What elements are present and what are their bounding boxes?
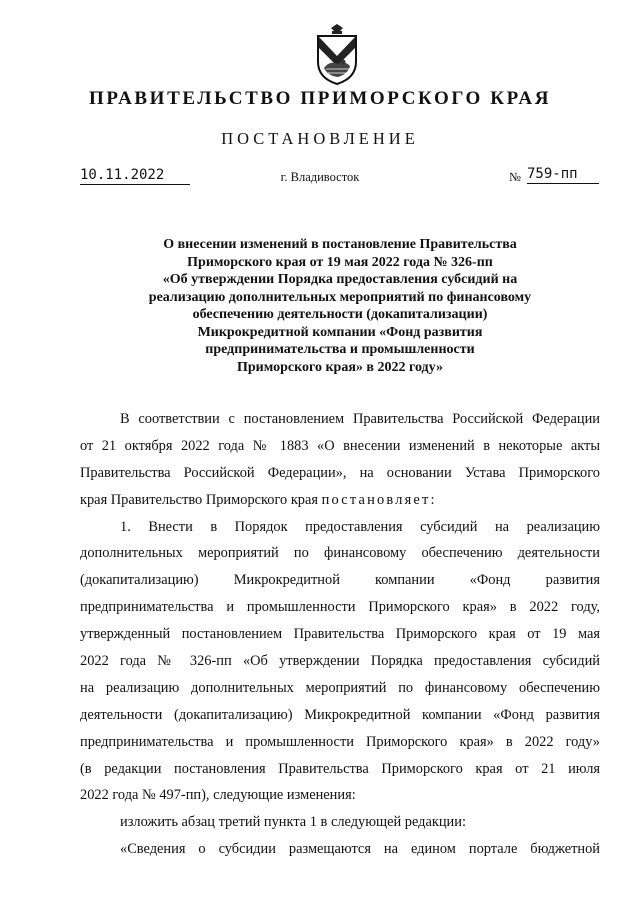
body-line: утвержденный постановлением Правительства Приморского края от 19 мая bbox=[80, 626, 600, 643]
body-text: : bbox=[430, 491, 435, 508]
title-line: Микрокредитной компании «Фонд развития bbox=[197, 324, 483, 340]
body-line: дополнительных мероприятий по финансовому обеспечению деятельности bbox=[80, 545, 600, 562]
coat-of-arms-icon bbox=[312, 22, 362, 86]
body-line: 2022 года № 326-пп «Об утверждении Порядка предоставления субсидий bbox=[80, 653, 600, 670]
body-line: предпринимательства и промышленности Приморского края» в 2022 году, bbox=[80, 599, 600, 616]
body-line: от 21 октября 2022 года № 1883 «О внесении изменений в некоторые акты bbox=[80, 437, 600, 454]
resolves-word: постановляет bbox=[321, 491, 431, 508]
paragraph-amendment-intro: изложить абзац третий пункта 1 в следующей редакции: bbox=[120, 814, 466, 831]
title-line: реализацию дополнительных мероприятий по финансовому bbox=[148, 289, 532, 305]
document-number: 759-пп bbox=[527, 165, 599, 184]
body-line bbox=[80, 487, 600, 514]
body-line: Правительства Российской Федерации», на основании Устава Приморского bbox=[80, 464, 600, 481]
title-line: Приморского края» в 2022 году» bbox=[236, 359, 443, 375]
document-number-sign: № bbox=[509, 170, 521, 184]
document-body bbox=[80, 406, 600, 863]
title-line: предпринимательства и промышленности bbox=[205, 342, 475, 357]
document-date: 10.11.2022 bbox=[80, 166, 190, 185]
body-line: на реализацию дополнительных мероприятий по финансовому обеспечению bbox=[80, 679, 600, 696]
body-line: (в редакции постановления Правительства Приморского края от 21 июля bbox=[80, 760, 600, 777]
title-line: «Об утверждении Порядка предоставления субсидий на bbox=[162, 272, 518, 287]
body-text: края Правительство Приморского края bbox=[80, 491, 322, 508]
title-line: О внесении изменений в постановление Правительства bbox=[163, 237, 517, 252]
body-line: (докапитализацию) Микрокредитной компании «Фонд развития bbox=[80, 572, 600, 589]
body-line: 1. Внести в Порядок предоставления субсидий на реализацию bbox=[120, 518, 600, 535]
body-line: предпринимательства и промышленности Приморского края» в 2022 году» bbox=[80, 733, 600, 750]
body-line: деятельности (докапитализацию) Микрокредитной компании «Фонд развития bbox=[80, 706, 600, 723]
title-line: Приморского края от 19 мая 2022 года № 326-пп bbox=[187, 254, 493, 270]
body-line: В соответствии с постановлением Правительства Российской Федерации bbox=[120, 411, 600, 427]
document-type: ПОСТАНОВЛЕНИЕ bbox=[221, 129, 419, 148]
organization-name: ПРАВИТЕЛЬСТВО ПРИМОРСКОГО КРАЯ bbox=[88, 88, 552, 109]
paragraph-item-1 bbox=[80, 514, 600, 810]
document-title bbox=[120, 236, 560, 376]
paragraph-quote: «Сведения о субсидии размещаются на едином портале бюджетной bbox=[120, 841, 600, 858]
body-line: 2022 года № 497-пп), следующие изменения: bbox=[80, 787, 356, 804]
paragraph-preamble bbox=[80, 406, 600, 514]
document-city: г. Владивосток bbox=[280, 170, 360, 184]
title-line: обеспечению деятельности (докапитализации) bbox=[192, 307, 488, 322]
